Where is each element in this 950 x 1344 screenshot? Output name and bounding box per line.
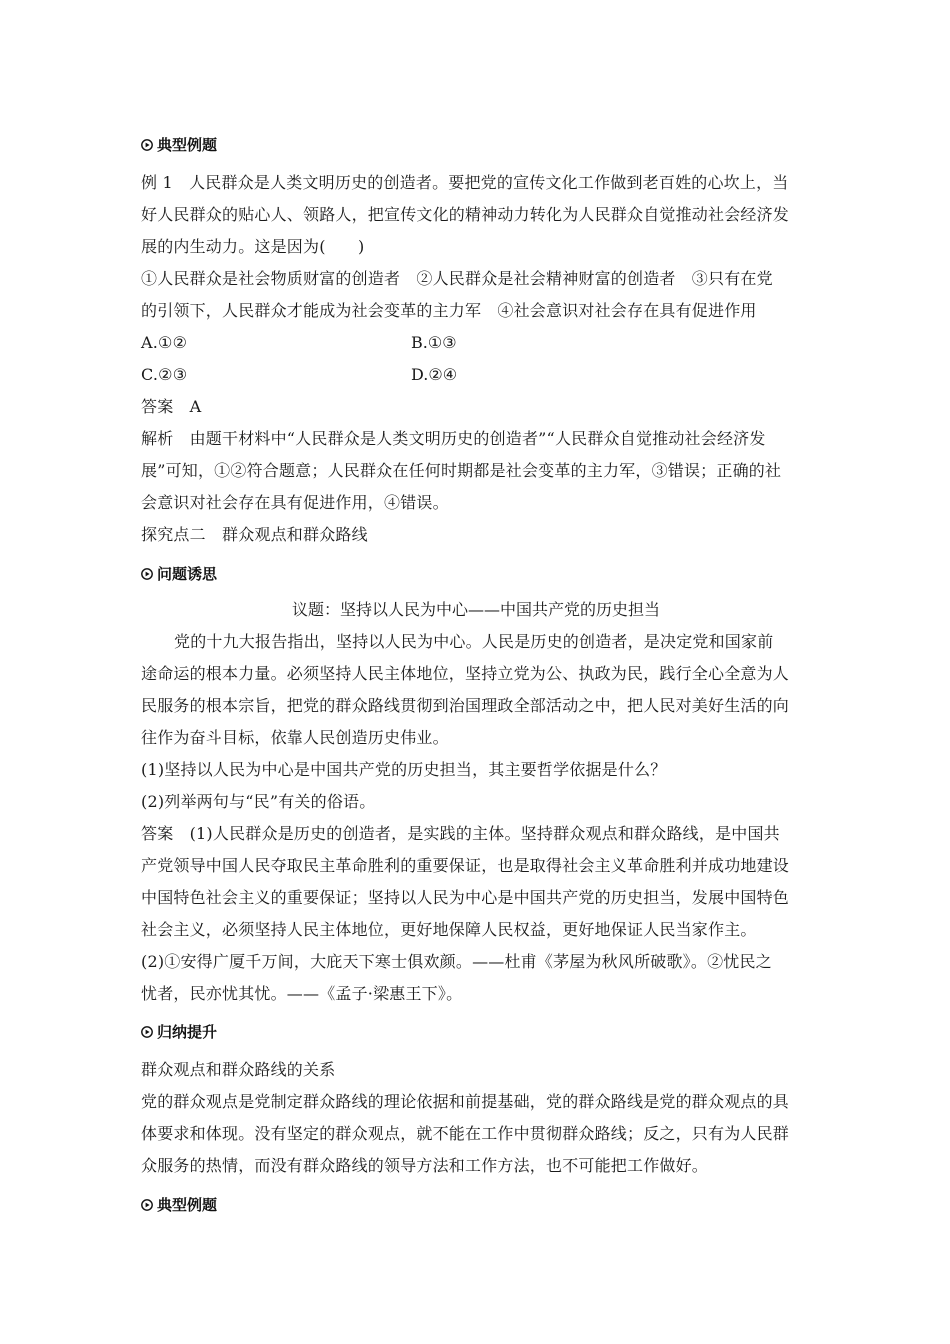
analysis-line: 解析 由题干材料中“人民群众是人类文明历史的创造者”“人民群众自觉推动社会经济发 <box>141 429 766 448</box>
section-heading-text: 归纳提升 <box>157 1023 218 1041</box>
summary-line: 体要求和体现。没有坚定的群众观点，就不能在工作中贯彻群众路线；反之，只有为人民群 <box>141 1124 790 1143</box>
topic-answer-line: (2)①安得广厦千万间，大庇天下寒士俱欢颜。——杜甫《茅屋为秋风所破歌》。②忧民之 <box>141 952 772 971</box>
play-circle-icon <box>141 568 153 580</box>
option-a: A.①② <box>141 333 188 352</box>
topic-answer-line: 忧者，民亦忧其忧。——《孟子·梁惠王下》。 <box>141 984 463 1003</box>
topic-question-2: (2)列举两句与“民”有关的俗语。 <box>141 792 376 811</box>
topic-paragraph-line: 往作为奋斗目标，依靠人民创造历史伟业。 <box>141 728 449 747</box>
option-c: C.②③ <box>141 365 188 384</box>
example-statements-line: 的引领下，人民群众才能成为社会变革的主力军 ④社会意识对社会存在具有促进作用 <box>141 301 757 320</box>
play-circle-icon <box>141 1199 153 1211</box>
summary-line: 众服务的热情，而没有群众路线的领导方法和工作方法，也不可能把工作做好。 <box>141 1156 709 1175</box>
example-line: 展的内生动力。这是因为( ) <box>141 237 365 256</box>
summary-title: 群众观点和群众路线的关系 <box>141 1060 336 1079</box>
analysis-line: 展”可知，①②符合题意；人民群众在任何时期都是社会变革的主力军，③错误；正确的社 <box>141 461 782 480</box>
example-statements-line: ①人民群众是社会物质财富的创造者 ②人民群众是社会精神财富的创造者 ③只有在党 <box>141 269 773 288</box>
option-b: B.①③ <box>411 333 457 352</box>
example-line: 好人民群众的贴心人、领路人，把宣传文化的精神动力转化为人民群众自觉推动社会经济发 <box>141 205 790 224</box>
topic-paragraph-line: 途命运的根本力量。必须坚持人民主体地位，坚持立党为公、执政为民，践行全心全意为人 <box>141 664 790 683</box>
section-heading-summary <box>141 1021 217 1042</box>
analysis-line: 会意识对社会存在具有促进作用，④错误。 <box>141 493 449 512</box>
topic-answer-line: 中国特色社会主义的重要保证；坚持以人民为中心是中国共产党的历史担当，发展中国特色 <box>141 888 790 907</box>
option-d: D.②④ <box>411 365 458 384</box>
example-line: 例 1 人民群众是人类文明历史的创造者。要把党的宣传文化工作做到老百姓的心坎上，当 <box>141 173 789 192</box>
section-heading-typical-example <box>141 1194 217 1215</box>
section-heading-question-inspiration <box>141 563 217 584</box>
topic-title: 议题：坚持以人民为中心——中国共产党的历史担当 <box>291 600 660 619</box>
section-heading-text: 典型例题 <box>157 1196 218 1214</box>
play-circle-icon <box>141 139 153 151</box>
section-heading-text: 问题诱思 <box>157 565 218 583</box>
topic-answer-line: 产党领导中国人民夺取民主革命胜利的重要保证，也是取得社会主义革命胜利并成功地建设 <box>141 856 790 875</box>
topic-answer-line: 社会主义，必须坚持人民主体地位，更好地保障人民权益，更好地保证人民当家作主。 <box>141 920 757 939</box>
play-circle-icon <box>141 1026 153 1038</box>
summary-line: 党的群众观点是党制定群众路线的理论依据和前提基础，党的群众路线是党的群众观点的具 <box>141 1092 790 1111</box>
section-heading-text: 典型例题 <box>157 136 218 154</box>
explore-point-heading: 探究点二 群众观点和群众路线 <box>141 525 368 544</box>
topic-paragraph-line: 民服务的根本宗旨，把党的群众路线贯彻到治国理政全部活动之中，把人民对美好生活的向 <box>141 696 790 715</box>
section-heading-typical-example <box>141 134 217 155</box>
topic-question-1: (1)坚持以人民为中心是中国共产党的历史担当，其主要哲学依据是什么？ <box>141 760 667 779</box>
topic-paragraph-line: 党的十九大报告指出，坚持以人民为中心。人民是历史的创造者，是决定党和国家前 <box>174 632 774 651</box>
topic-answer-line: 答案 (1)人民群众是历史的创造者，是实践的主体。坚持群众观点和群众路线，是中国共 <box>141 824 780 843</box>
example-answer: 答案 A <box>141 397 202 416</box>
